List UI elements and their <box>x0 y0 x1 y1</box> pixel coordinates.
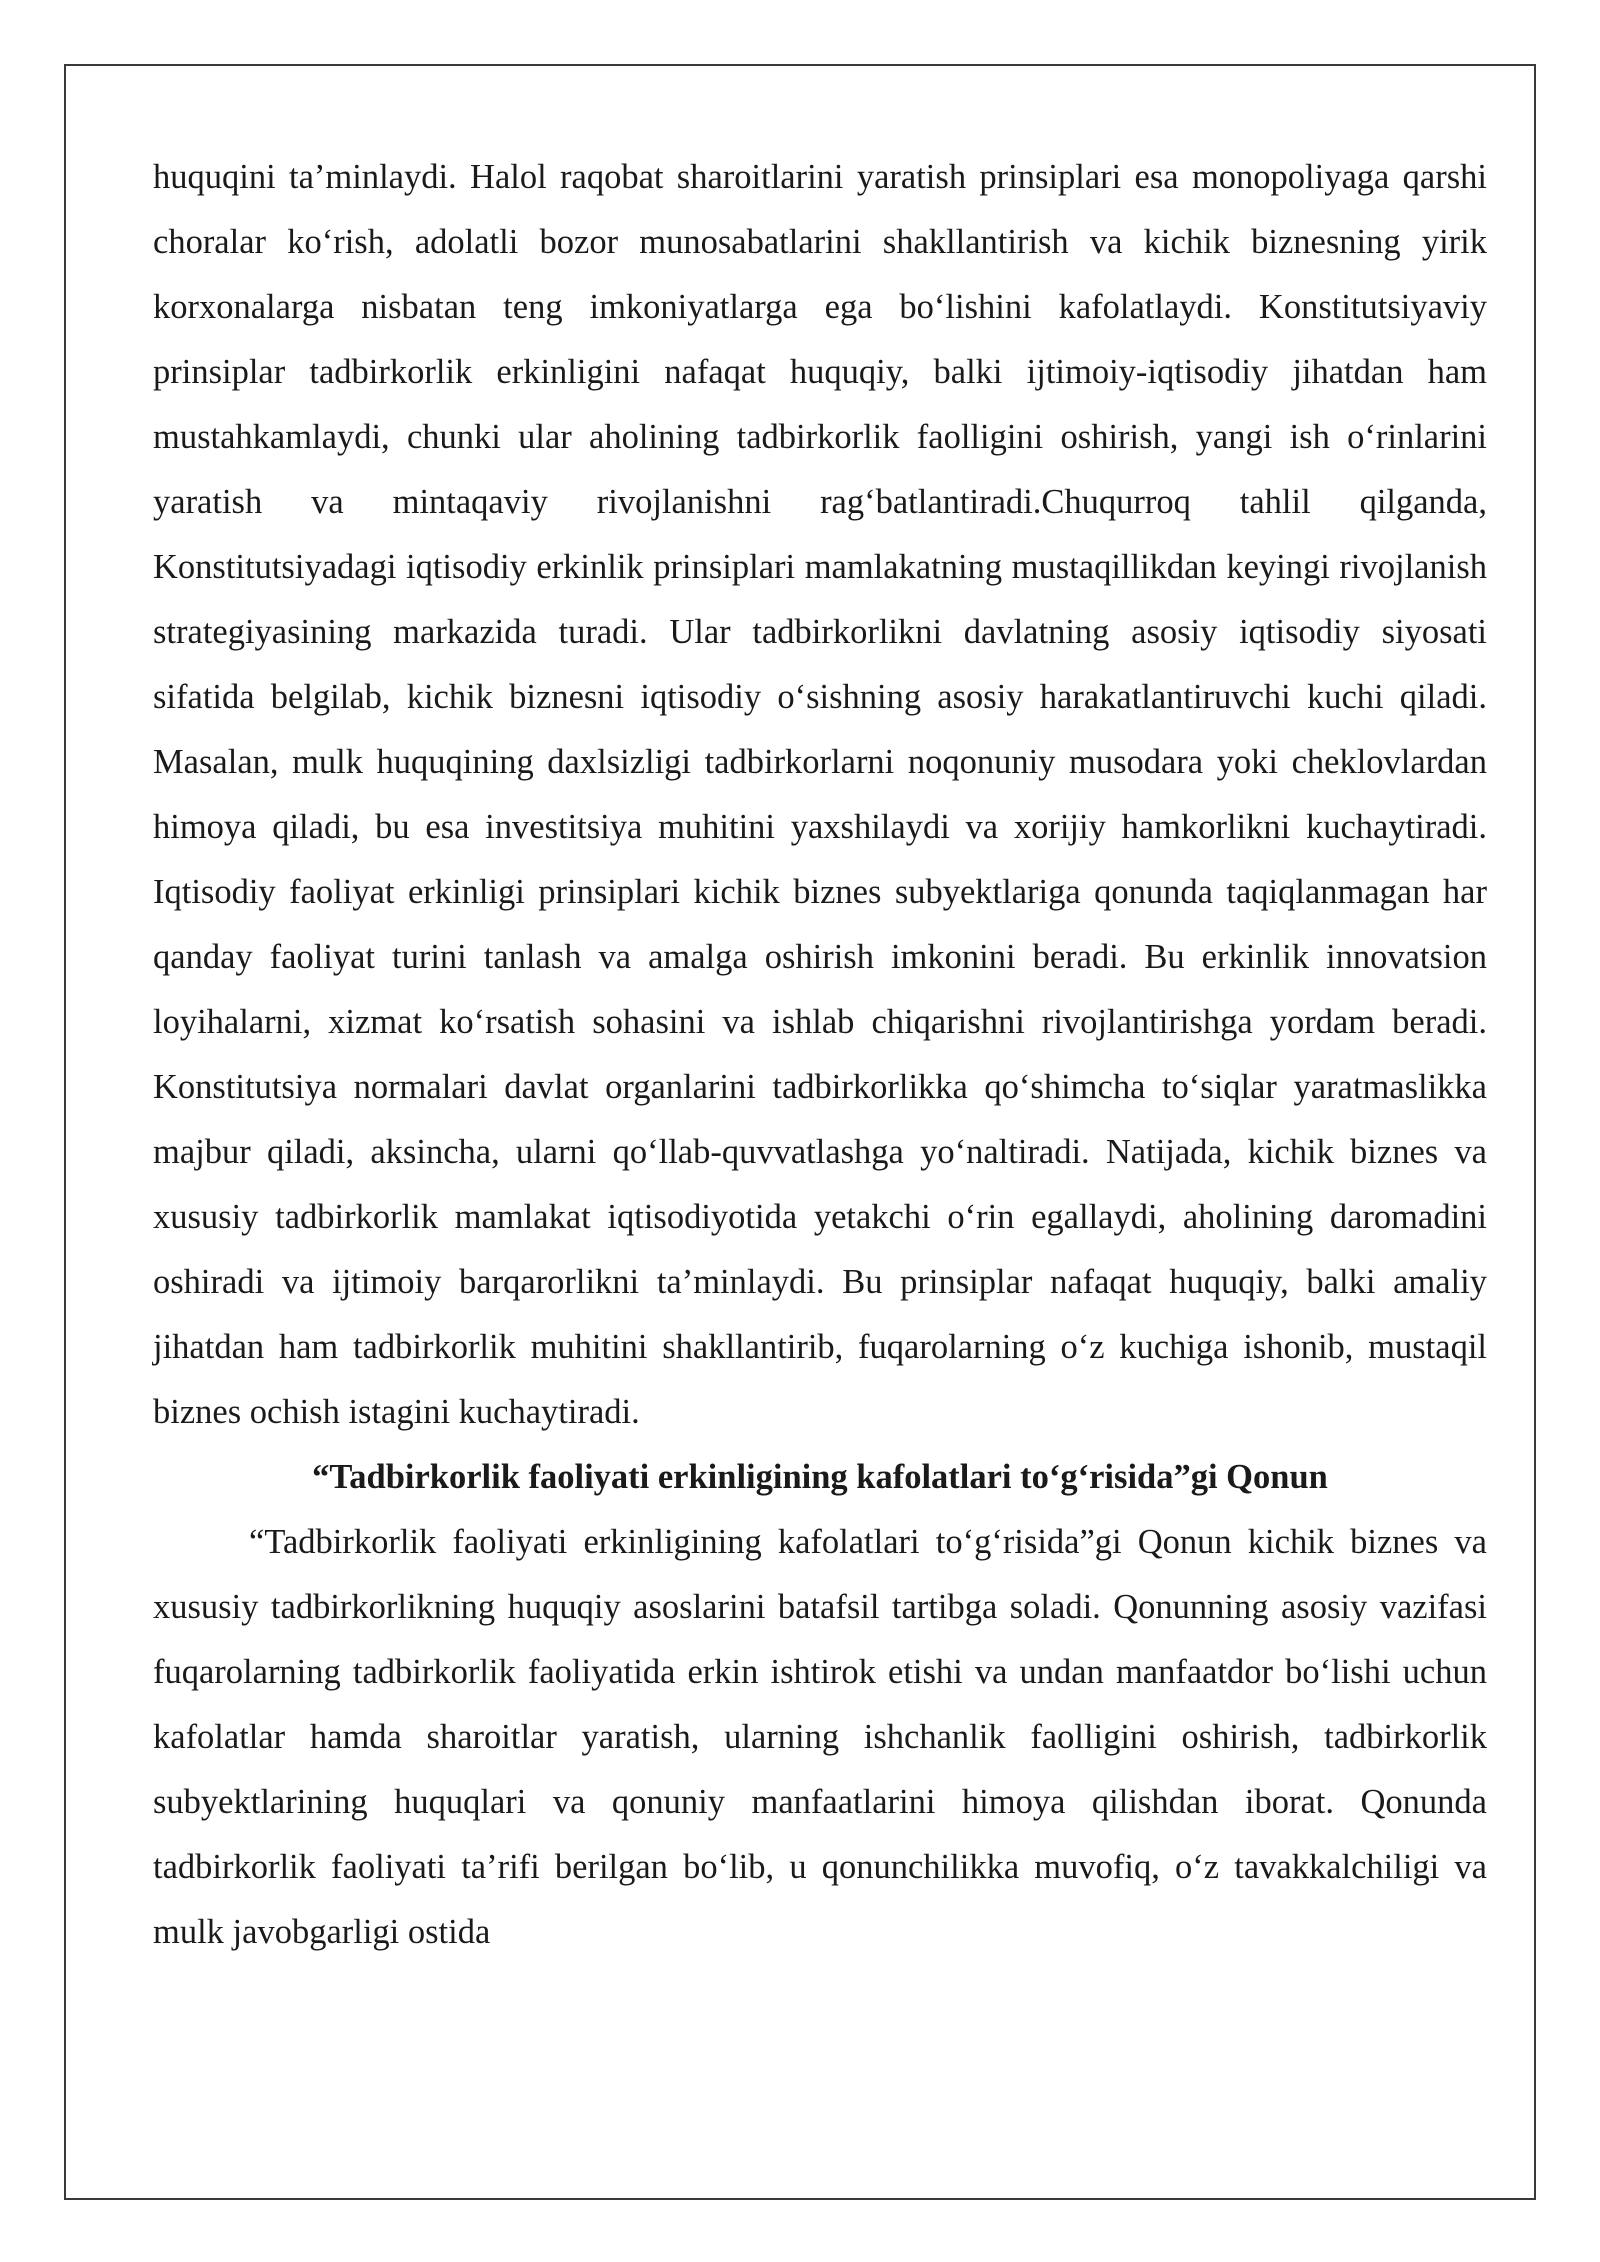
body-paragraph: “Tadbirkorlik faoliyati erkinligining kafolatlari to‘g‘risida”gi Qonun kichik biznes va xususiy tadbirkorlikning huquqiy asoslarini batafsil tartibga soladi. Qonunning asosiy vazifasi fuqarolarning tadbirkorlik faoliyatida erkin ishtirok etishi va undan manfaatdor bo‘lishi uchun kafolatlar hamda sharoitlar yaratish, ularning ishchanlik faolligini oshirish, tadbirkorlik subyektlarining huquqlari va qonuniy manfaatlarini himoya qilishdan iborat. Qonunda tadbirkorlik faoliyati ta’rifi berilgan bo‘lib, u qonunchilikka muvofiq, o‘z tavakkalchiligi va mulk javobgarligi ostida <box>153 1523 1487 1951</box>
body-paragraph: huquqini ta’minlaydi. Halol raqobat sharoitlarini yaratish prinsiplari esa monopoliyaga qarshi choralar ko‘rish, adolatli bozor munosabatlarini shakllantirish va kichik biznesning yirik korxonalarga nisbatan teng imkoniyatlarga ega bo‘lishini kafolatlaydi. Konstitutsiyaviy prinsiplar tadbirkorlik erkinligini nafaqat huquqiy, balki ijtimoiy-iqtisodiy jihatdan ham mustahkamlaydi, chunki ular aholining tadbirkorlik faolligini oshirish, yangi ish o‘rinlarini yaratish va mintaqaviy rivojlanishni rag‘batlantiradi.Chuqurroq tahlil qilganda, Konstitutsiyadagi iqtisodiy erkinlik prinsiplari mamlakatning mustaqillikdan keyingi rivojlanish strategiyasining markazida turadi. Ular tadbirkorlikni davlatning asosiy iqtisodiy siyosati sifatida belgilab, kichik biznesni iqtisodiy o‘sishning asosiy harakatlantiruvchi kuchi qiladi. Masalan, mulk huquqining daxlsizligi tadbirkorlarni noqonuniy musodara yoki cheklovlardan himoya qiladi, bu esa investitsiya muhitini yaxshilaydi va xorijiy hamkorlikni kuchaytiradi. Iqtisodiy faoliyat erkinligi prinsiplari kichik biznes subyektlariga qonunda taqiqlanmagan har qanday faoliyat turini tanlash va amalga oshirish imkonini beradi. Bu erkinlik innovatsion loyihalarni, xizmat ko‘rsatish sohasini va ishlab chiqarishni rivojlantirishga yordam beradi. Konstitutsiya normalari davlat organlarini tadbirkorlikka qo‘shimcha to‘siqlar yaratmaslikka majbur qiladi, aksincha, ularni qo‘llab-quvvatlashga yo‘naltiradi. Natijada, kichik biznes va xususiy tadbirkorlik mamlakat iqtisodiyotida yetakchi o‘rin egallaydi, aholining daromadini oshiradi va ijtimoiy barqarorlikni ta’minlaydi. Bu prinsiplar nafaqat huquqiy, balki amaliy jihatdan ham tadbirkorlik muhitini shakllantirib, fuqarolarning o‘z kuchiga ishonib, mustaqil biznes ochish istagini kuchaytiradi. <box>153 158 1487 1431</box>
document-body <box>153 145 1487 1965</box>
section-heading: “Tadbirkorlik faoliyati erkinligining kafolatlari to‘g‘risida”gi Qonun <box>312 1458 1328 1496</box>
